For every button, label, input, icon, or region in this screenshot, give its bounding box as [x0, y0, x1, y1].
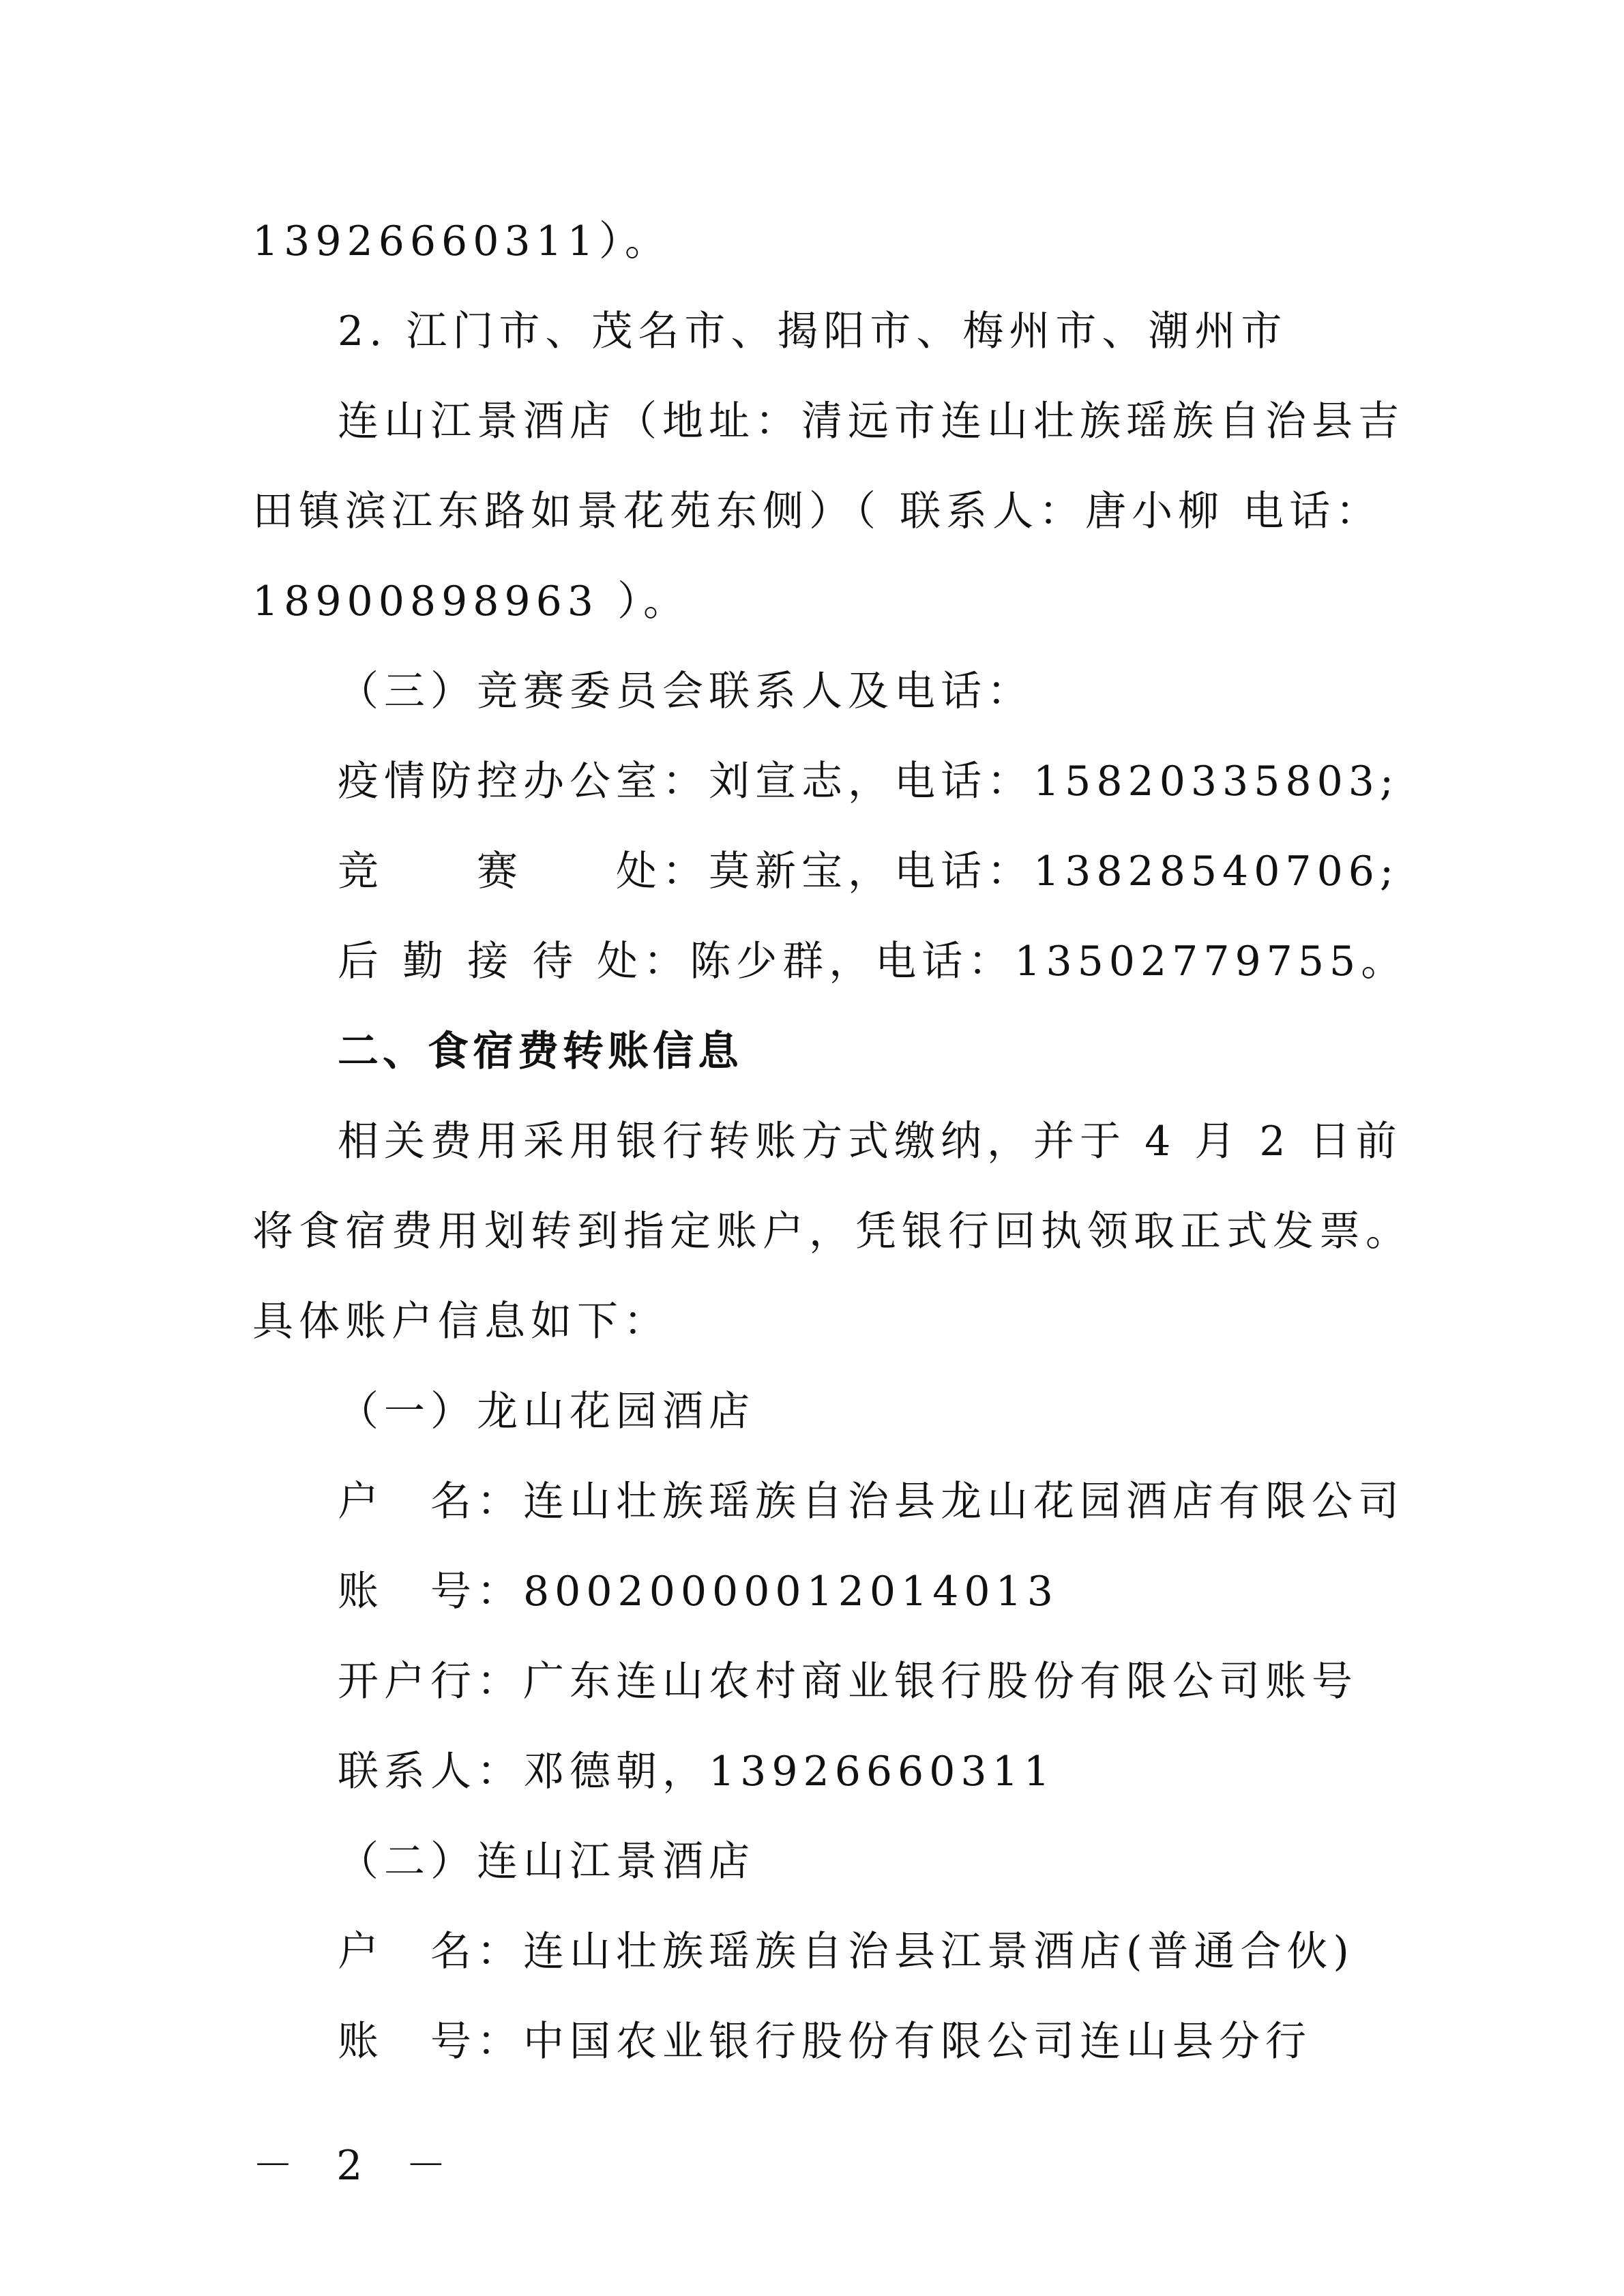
transfer-paragraph-line-2: 将食宿费用划转到指定账户，凭银行回执领取正式发票。 [252, 1208, 1412, 1255]
hotel-1-contact: 联系人：邓德朝，13926660311 [338, 1748, 1055, 1795]
hotel-phone-line: 18900898963 ）。 [252, 578, 690, 625]
contact-logistics-office: 后 勤 接 待 处：陈少群，电话：13502779755。 [338, 938, 1408, 985]
hotel-address-line-2: 田镇滨江东路如景花苑东侧）（ 联系人：唐小柳 电话： [252, 488, 1383, 535]
hotel-2-account-number: 账 号：中国农业银行股份有限公司连山县分行 [338, 2018, 1312, 2066]
contact-competition-office: 竞 赛 处：莫新宝，电话：13828540706; [338, 848, 1400, 895]
hotel-address-line-1: 连山江景酒店（地址：清远市连山壮族瑶族自治县吉 [338, 398, 1404, 445]
transfer-paragraph-line-3: 具体账户信息如下： [252, 1298, 670, 1345]
transfer-paragraph-line-1: 相关费用采用银行转账方式缴纳，并于 4 月 2 日前 [338, 1118, 1402, 1165]
committee-contacts-heading: （三）竞赛委员会联系人及电话： [338, 668, 1033, 715]
contact-epidemic-office: 疫情防控办公室：刘宣志，电话：15820335803; [338, 758, 1400, 805]
hotel-1-account-number: 账 号：80020000012014013 [338, 1568, 1059, 1615]
hotel-1-heading: （一）龙山花园酒店 [338, 1388, 755, 1435]
section-heading-transfer-info: 二、食宿费转账信息 [338, 1028, 743, 1075]
hotel-1-bank: 开户行：广东连山农村商业银行股份有限公司账号 [338, 1658, 1358, 1705]
phone-continuation: 13926660311）。 [252, 218, 671, 265]
hotel-2-heading: （二）连山江景酒店 [338, 1838, 755, 1885]
region-list-2: 2. 江门市、茂名市、揭阳市、梅州市、潮州市 [338, 308, 1288, 355]
hotel-1-account-name: 户 名：连山壮族瑶族自治县龙山花园酒店有限公司 [338, 1478, 1404, 1525]
page-number: － 2 － [252, 2142, 462, 2190]
hotel-2-account-name: 户 名：连山壮族瑶族自治县江景酒店(普通合伙) [338, 1928, 1355, 1976]
